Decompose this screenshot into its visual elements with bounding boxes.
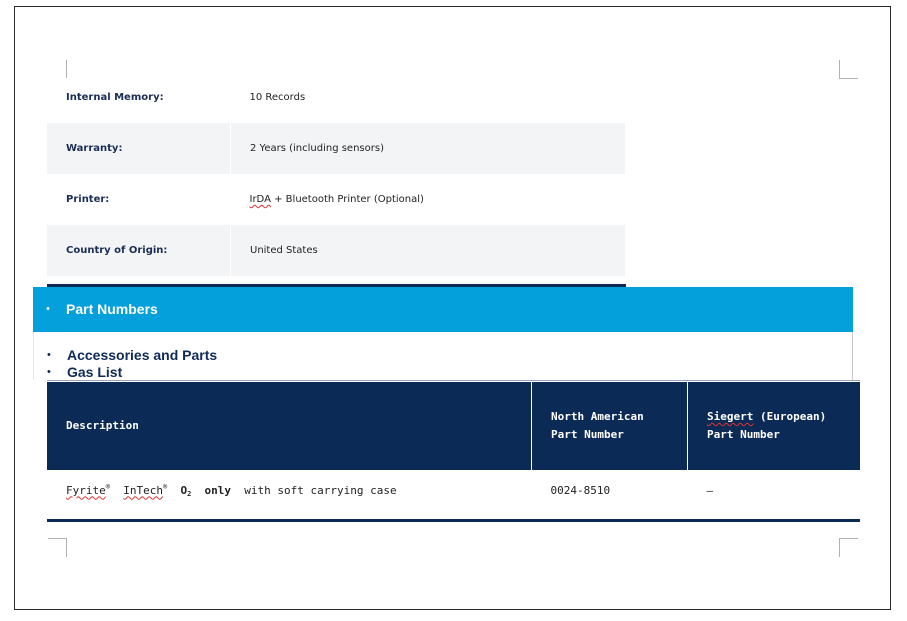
subsection-heading-accessories: Accessories and Parts	[67, 347, 218, 363]
bullet: •	[46, 303, 50, 315]
spec-value-rest: + Bluetooth Printer (Optional)	[270, 194, 424, 205]
margin-mark-bottom-right	[839, 538, 858, 557]
spec-label: Internal Memory:	[66, 92, 164, 103]
cell-north-american: 0024-8510	[550, 483, 611, 497]
spec-value: 2 Years (including sensors)	[231, 123, 626, 174]
spec-label: Warranty:	[47, 123, 231, 174]
header-north-american: North American Part Number	[532, 382, 688, 470]
spec-row	[47, 225, 625, 276]
bullet: •	[47, 349, 51, 361]
divider	[47, 380, 860, 381]
section-heading-bar	[33, 287, 853, 332]
margin-mark-top-right	[839, 60, 858, 79]
header-description: Description	[47, 382, 532, 470]
table-header-row	[47, 382, 860, 470]
gas-list-table	[47, 382, 860, 510]
spec-label: Printer:	[66, 194, 110, 205]
cell-siegert: —	[706, 483, 714, 497]
specifications-table	[47, 72, 625, 276]
spellcheck-word: Siegert	[707, 410, 754, 423]
cell-description: Fyrite® InTech® $O_2$ only with soft carrying case	[66, 482, 397, 498]
header-siegert: Siegert (European) Part Number	[688, 382, 861, 470]
spec-value: 10 Records	[249, 92, 306, 103]
section-heading: Part Numbers	[66, 301, 158, 317]
margin-mark-bottom-left	[48, 538, 67, 557]
bullet: •	[47, 366, 51, 378]
table-row	[47, 470, 860, 510]
spec-value	[231, 174, 626, 225]
spec-row	[47, 123, 625, 174]
spec-value: United States	[231, 225, 626, 276]
spec-label: Country of Origin:	[47, 225, 231, 276]
subsection-box	[33, 332, 853, 380]
subsection-heading-gas-list: Gas List	[67, 364, 123, 380]
spec-row	[47, 72, 625, 123]
spellcheck-word: IrDA	[249, 194, 271, 205]
spec-row	[47, 174, 625, 225]
table-bottom-rule	[47, 519, 860, 522]
